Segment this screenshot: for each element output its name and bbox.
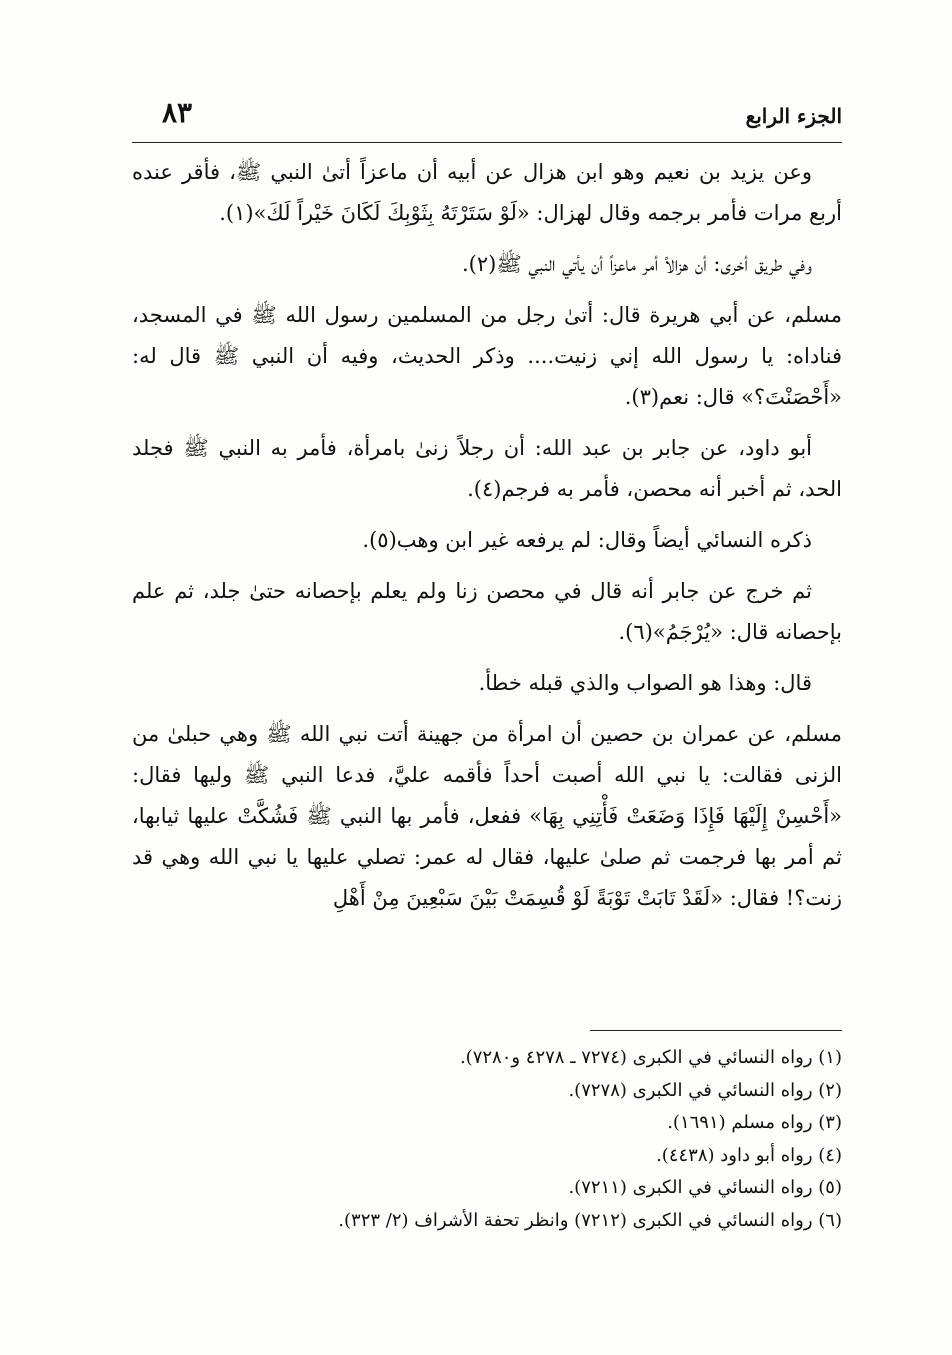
footnote: (٤) رواه أبو داود (٤٤٣٨).: [656, 1144, 842, 1166]
paragraph: ثم خرج عن جابر أنه قال في محصن زنا ولم يعلم بإحصانه حتىٰ جلد، ثم علم بإحصانه قال: «يُرْجَمُ»(٦).: [132, 579, 842, 644]
footnote: (٢) رواه النسائي في الكبرى (٧٢٧٨).: [568, 1079, 842, 1101]
footnote-divider: [590, 1030, 842, 1031]
paragraph: ذكره النسائي أيضاً وقال: لم يرفعه غير ابن وهب(٥).: [362, 528, 812, 552]
paragraph: مسلم، عن أبي هريرة قال: أتىٰ رجل من المسلمين رسول الله ﷺ في المسجد، فناداه: يا رسول الله إني زنيت.... وذكر الحديث، وفيه أن النبي ﷺ قال له: «أَحْصَنْتَ؟» قال: نعم(٣).: [132, 303, 842, 409]
running-header: [132, 96, 842, 136]
footnote: (٥) رواه النسائي في الكبرى (٧٢١١).: [568, 1177, 842, 1198]
paragraph: وعن يزيد بن نعيم وهو ابن هزال عن أبيه أن ماعزاً أتىٰ النبي ﷺ، فأقر عنده أربع مرات فأمر برجمه وقال لهزال: «لَوْ سَتَرْتَهُ بِثَوْبِكَ لَكَانَ خَيْراً لَكَ»(١).: [132, 160, 842, 225]
footnote: (٦) رواه النسائي في الكبرى (٧٢١٢) وانظر تحفة الأشراف (٢/ ٣٢٣).: [338, 1209, 842, 1231]
paragraph: أبو داود، عن جابر بن عبد الله: أن رجلاً زنىٰ بامرأة، فأمر به النبي ﷺ فجلد الحد، ثم أخبر أنه محصن، فأمر به فرجم(٤).: [132, 436, 842, 501]
paragraph: مسلم، عن عمران بن حصين أن امرأة من جهينة أتت نبي الله ﷺ وهي حبلىٰ من الزنى فقالت: يا نبي الله أصبت أحداً فأقمه عليَّ، فدعا النبي ﷺ وليها فقال: «أَحْسِنْ إِلَيْهَا فَإِذَا وَضَعَتْ فَأْتِنِي بِهَا» ففعل، فأمر بها النبي ﷺ فَشُكَّتْ عليها ثيابها، ثم أمر بها فرجمت ثم صلىٰ عليها، فقال له عمر: تصلي عليها يا نبي الله وهي قد زنت؟! فقال: «لَقَدْ تَابَتْ تَوْبَةً لَوْ قُسِمَتْ بَيْنَ سَبْعِينَ مِنْ أَهْلِ: [132, 722, 842, 910]
paragraph: قال: وهذا هو الصواب والذي قبله خطأ.: [478, 671, 812, 695]
main-text: [132, 152, 842, 929]
footnote: (١) رواه النسائي في الكبرى (٧٢٧٤ ـ ٤٢٧٨ و٧٢٨٠).: [459, 1047, 842, 1068]
paragraph: وفي طريق أخرى: أن هزالاً أمر ماعزاً أن يأتي النبي ﷺ(٢).: [461, 252, 812, 276]
page-number: ٨٣: [162, 96, 193, 129]
footnote: (٣) رواه مسلم (١٦٩١).: [667, 1112, 842, 1133]
footnotes: [132, 1042, 842, 1237]
chapter-title: الجزء الرابع: [745, 104, 842, 128]
header-divider: [132, 142, 842, 143]
